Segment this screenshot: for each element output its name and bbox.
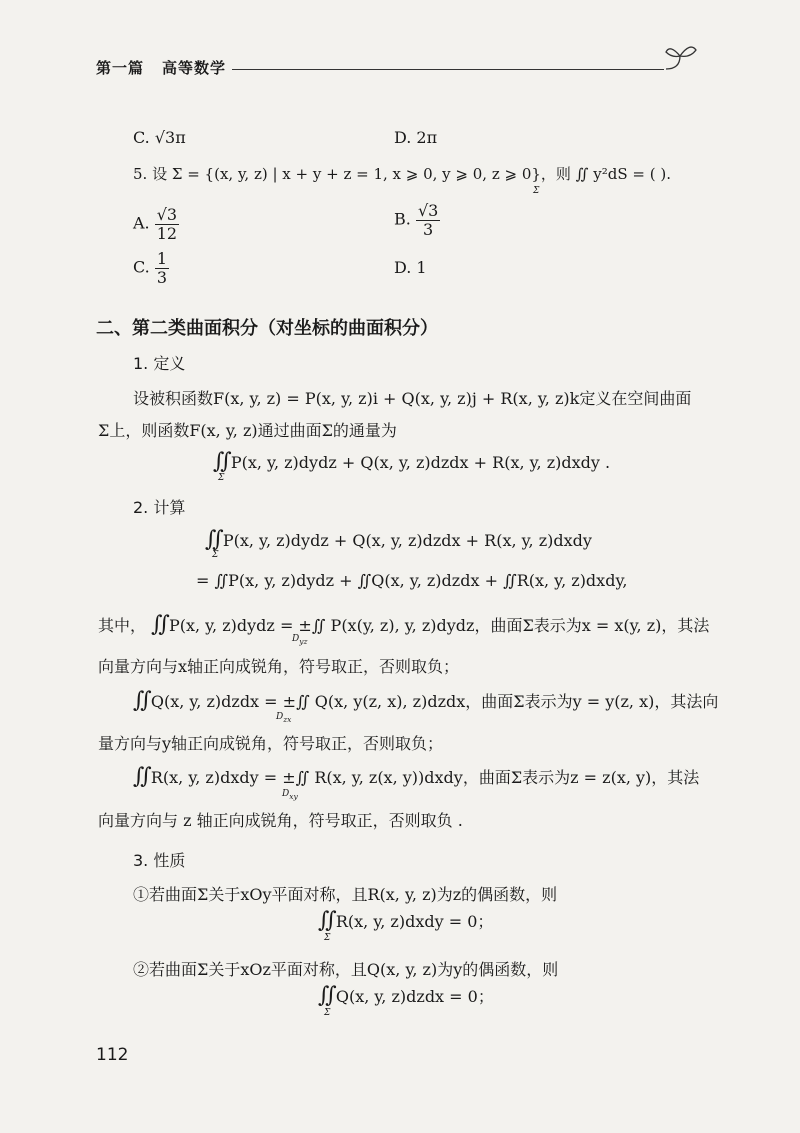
definition-line-2: Σ上，则函数F(x, y, z)通过曲面Σ的通量为: [98, 421, 397, 440]
subsection-definition: 1. 定义: [133, 354, 186, 373]
zx-projection-line: [133, 688, 718, 713]
computation-eq-1: [205, 527, 592, 552]
sigma-subscript: Σ: [533, 186, 540, 196]
region-d: D: [282, 789, 290, 799]
property-1: ①若曲面Σ关于xOy平面对称，且R(x, y, z)为z的偶函数，则: [133, 885, 558, 904]
running-header: [96, 57, 244, 78]
sigma-subscript: Σ: [212, 550, 219, 560]
region-sub: xy: [289, 791, 298, 801]
region-d: D: [292, 634, 300, 644]
part-label: 第一篇: [96, 59, 145, 77]
subsection-properties: 3. 性质: [133, 851, 186, 870]
region-dyz: [292, 634, 307, 646]
numerator: 1: [156, 249, 168, 268]
flux-integrand: P(x, y, z)dydz + Q(x, y, z)dzdx + R(x, y, z)dxdy .: [230, 453, 611, 472]
sigma-subscript: Σ: [324, 1008, 331, 1018]
eq1-text: P(x, y, z)dydz + Q(x, y, z)dzdx + R(x, y, z)dxdy: [222, 531, 592, 550]
question-5-stem: 5. 设 Σ = {(x, y, z) | x + y + z = 1, x ⩾ 0, y ⩾ 0, z ⩾ 0}，则 ∬ y²dS = ( ).: [133, 165, 671, 183]
double-integral-sign: ∬: [133, 688, 146, 713]
sigma-subscript: Σ: [324, 933, 331, 943]
option-a-label: A.: [133, 213, 150, 233]
numerator: √3: [417, 201, 439, 220]
eq-text: R(x, y, z)dxdy = 0；: [335, 912, 494, 931]
section-title: 二、第二类曲面积分（对坐标的曲面积分）: [96, 318, 438, 339]
double-integral-sign: ∬: [318, 908, 331, 933]
property-2: ②若曲面Σ关于xOz平面对称，且Q(x, y, z)为y的偶函数，则: [133, 960, 559, 979]
option-b-label: B.: [394, 209, 411, 229]
double-integral-sign: ∬: [151, 612, 164, 637]
denominator: 3: [423, 219, 434, 239]
option-b: [394, 202, 440, 238]
definition-line-1: 设被积函数F(x, y, z) = P(x, y, z)i + Q(x, y, z)j + R(x, y, z)k定义在空间曲面: [133, 389, 692, 408]
denominator: 12: [156, 223, 178, 243]
option-c-label: C.: [133, 257, 150, 277]
computation-eq-2: = ∬P(x, y, z)dydz + ∬Q(x, y, z)dzdx + ∬R(x, y, z)dxdy,: [196, 571, 628, 590]
region-dzx: [276, 712, 291, 724]
xy-projection-text: R(x, y, z)dxdy = ±∬ R(x, y, z(x, y))dxdy，曲面Σ表示为z = z(x, y)，其法: [150, 768, 700, 787]
region-sub: zx: [283, 714, 292, 724]
subsection-computation: 2. 计算: [133, 498, 186, 517]
sign-rule-3: 向量方向与 z 轴正向成锐角，符号取正，否则取负 .: [98, 811, 463, 830]
where-label: 其中，: [98, 616, 147, 635]
option-d-top: D. 2π: [394, 128, 438, 147]
option-c-top: C. √3π: [133, 128, 186, 147]
flux-equation: [213, 449, 610, 474]
option-d: D. 1: [394, 258, 427, 277]
property-1-eq: [318, 908, 493, 933]
fraction: [155, 206, 179, 242]
chapter-title: 高等数学: [162, 59, 227, 77]
fraction: [155, 250, 169, 286]
fraction: [416, 202, 440, 238]
yz-projection-text: P(x, y, z)dydz = ±∬ P(x(y, z), y, z)dydz，曲面Σ表示为x = x(y, z)，其法: [168, 616, 710, 635]
region-d: D: [276, 712, 284, 722]
sign-rule-2: 量方向与y轴正向成锐角，符号取正，否则取负；: [98, 734, 444, 753]
sprout-icon: [660, 36, 700, 76]
double-integral-sign: ∬: [213, 449, 226, 474]
double-integral-sign: ∬: [318, 983, 331, 1008]
header-rule: [232, 69, 664, 70]
zx-projection-text: Q(x, y, z)dzdx = ±∬ Q(x, y(z, x), z)dzdx，曲面Σ表示为y = y(z, x)，其法向: [150, 692, 719, 711]
double-integral-sign: ∬: [205, 527, 218, 552]
page-number: 112: [96, 1045, 129, 1065]
sign-rule-1: 向量方向与x轴正向成锐角，符号取正，否则取负；: [98, 657, 460, 676]
where-line: [98, 612, 709, 637]
xy-projection-line: [133, 764, 699, 789]
numerator: √3: [156, 205, 178, 224]
denominator: 3: [156, 267, 168, 287]
option-c: [133, 250, 169, 286]
sigma-subscript: Σ: [218, 473, 225, 483]
option-a: [133, 206, 179, 242]
region-sub: yz: [299, 636, 308, 646]
eq-text: Q(x, y, z)dzdx = 0；: [335, 987, 494, 1006]
region-dxy: [282, 789, 298, 801]
property-2-eq: [318, 983, 494, 1008]
double-integral-sign: ∬: [133, 764, 146, 789]
